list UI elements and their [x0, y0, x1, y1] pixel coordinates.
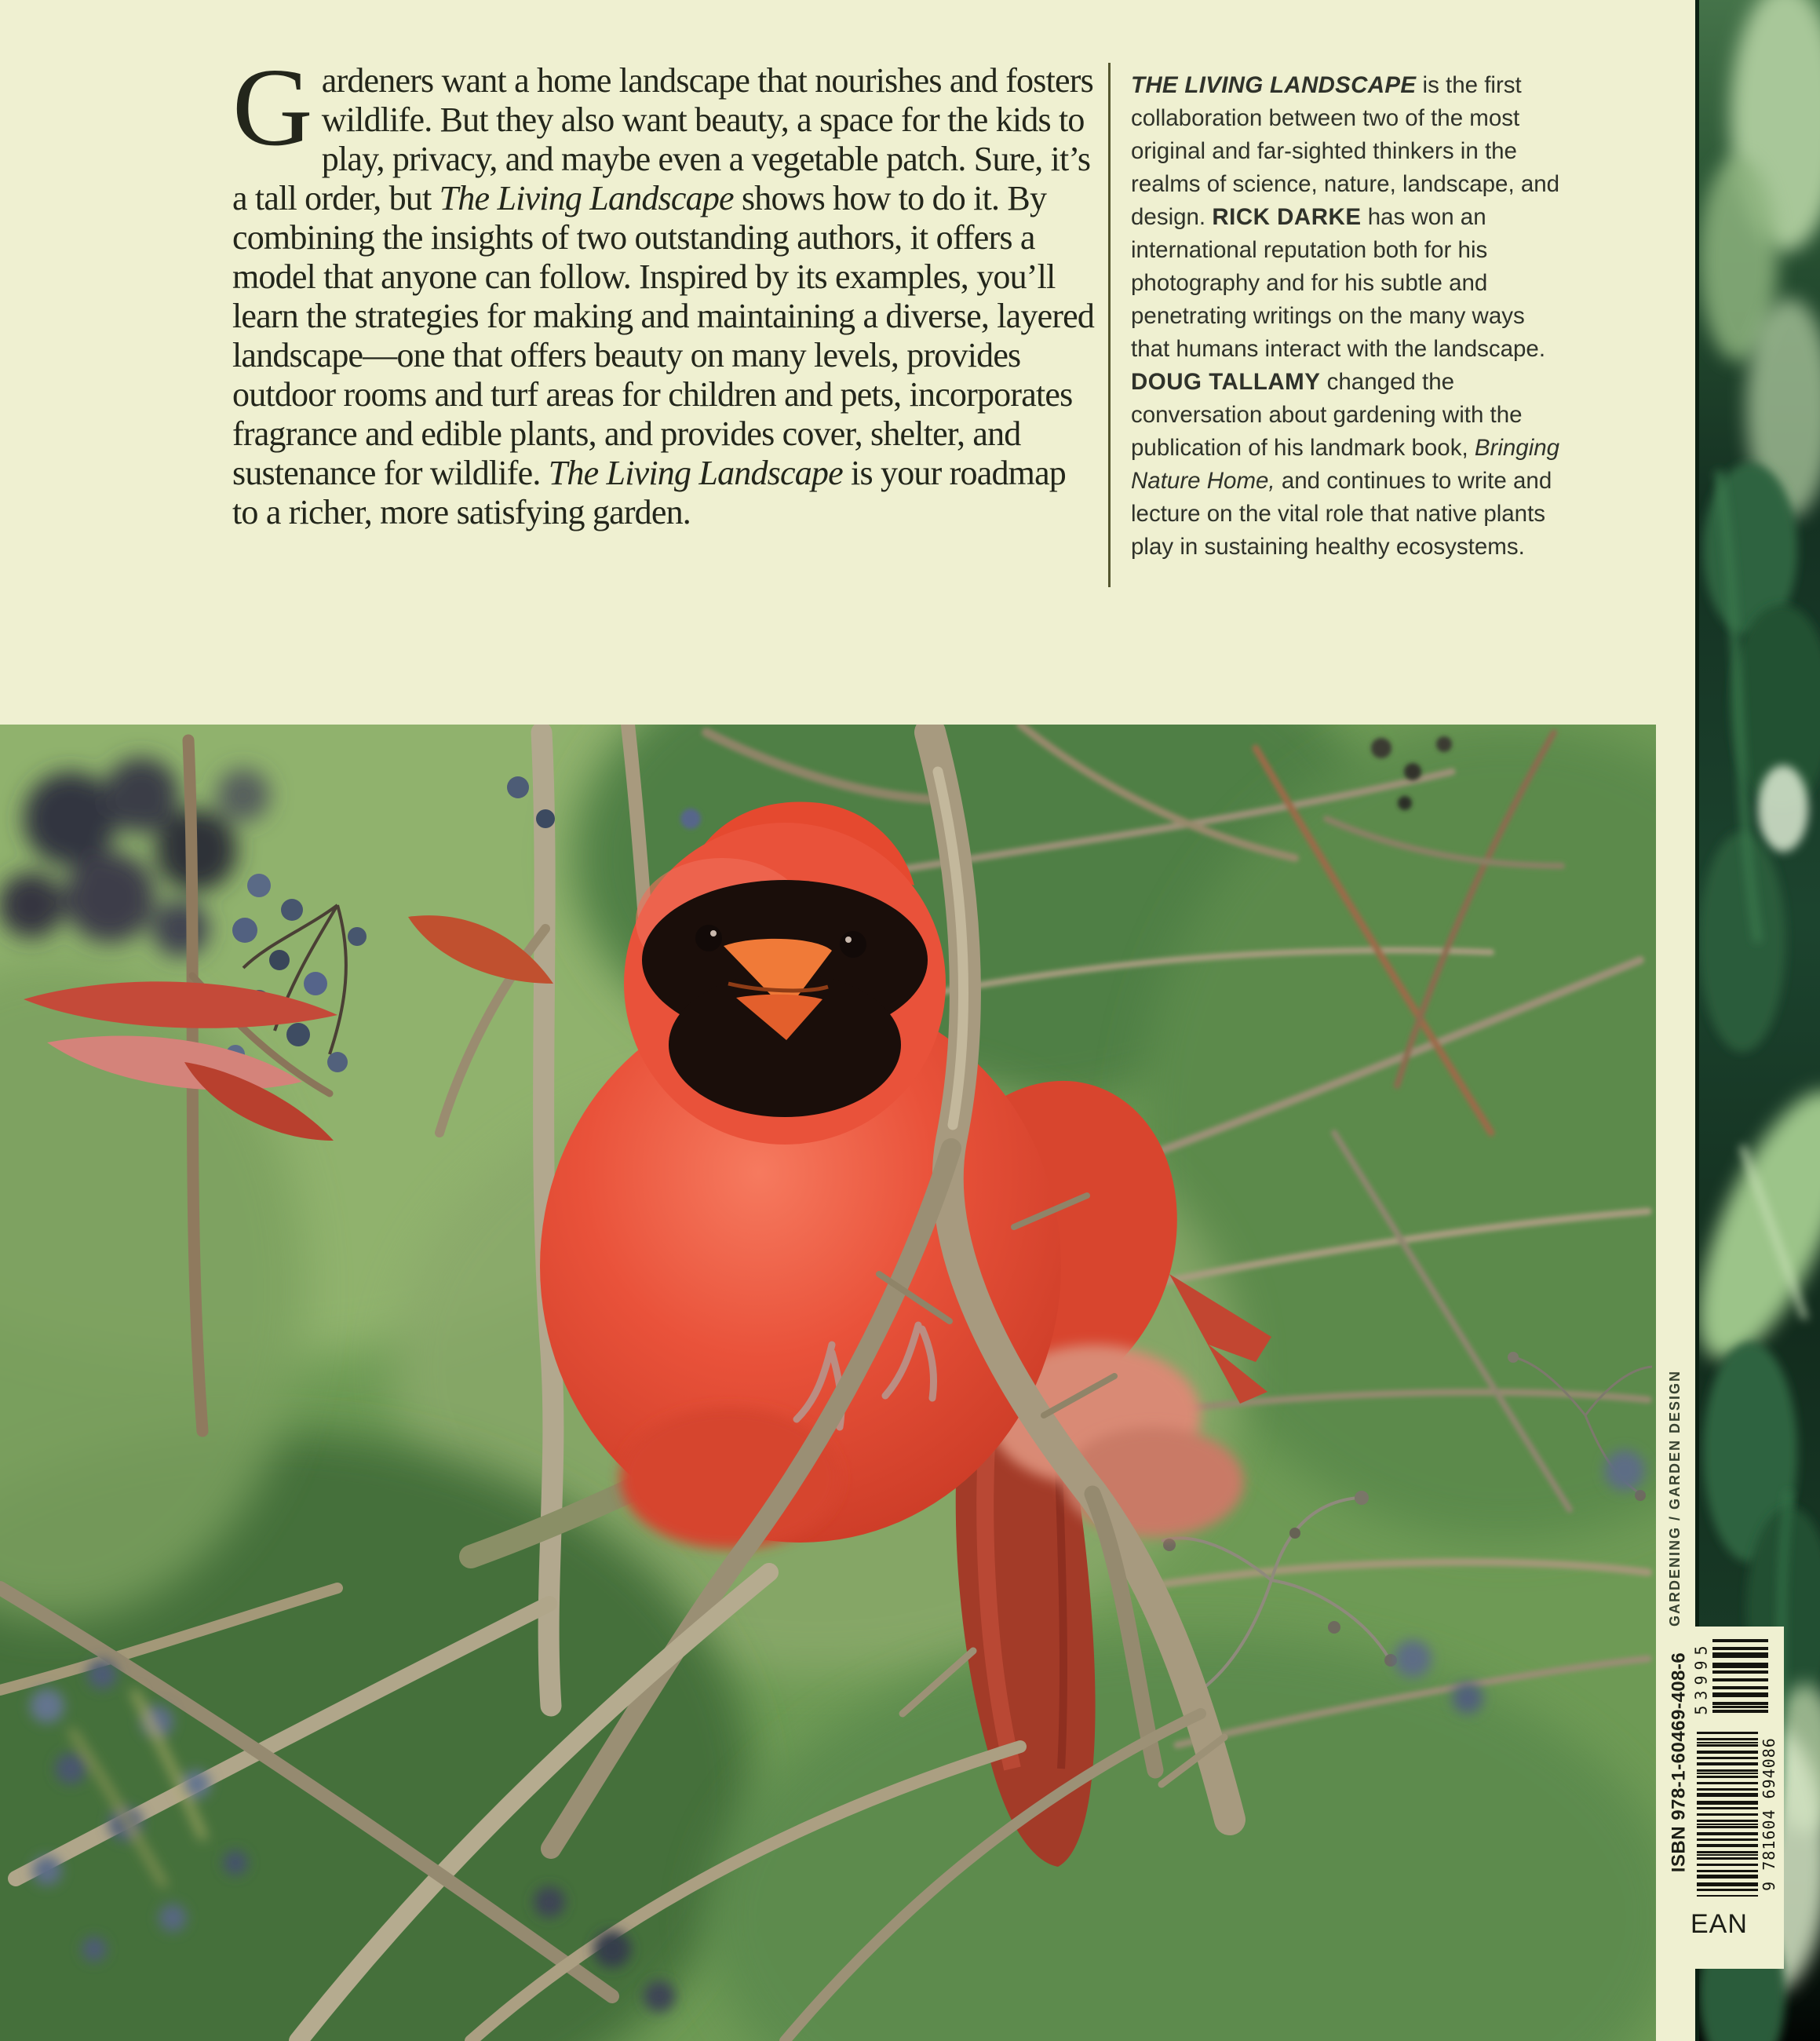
isbn-barcode-panel — [1658, 1627, 1784, 1969]
about-text: is the first collaboration between two of the most original and far-sighted thinkers in the realms of science, nature, landscape, and design. — [1131, 72, 1560, 230]
cardinal-photo-art — [0, 725, 1656, 2041]
barcode-digits-text: 9 781604 694086 — [1759, 1737, 1778, 1891]
blurb-text: shows how to do it. By combining the insights of two outstanding authors, it offers a model that anyone can follow. Inspired by its examples, you’ll learn the strategies for making and maintaining a diverse, layered landscape—one that offers beauty on many levels, provides outdoor rooms and turf areas for children and pets, incorporates fragrance and edible plants, and provides cover, shelter, and sustenance for wildlife. — [232, 179, 1095, 492]
category-label — [1656, 1369, 1695, 1627]
cited-book-italic: Bringing Nature Home, — [1131, 435, 1560, 494]
barcode-addon-digits — [1692, 1639, 1711, 1716]
barcode-main-digits — [1758, 1730, 1779, 1898]
authors-note — [1131, 69, 1561, 564]
book-title-italic: The Living Landscape — [439, 179, 734, 217]
about-text: has won an international reputation both for his photography and for his subtle and penetrating writings on the many ways that humans interact with the landscape. — [1131, 204, 1546, 362]
barcode-addon — [1712, 1639, 1768, 1716]
ean-label: EAN — [1691, 1909, 1748, 1939]
cardinal-photo — [0, 725, 1656, 2041]
isbn-number-text: ISBN 978-1-60469-408-6 — [1668, 1652, 1689, 1873]
blurb-text: is your roadmap to a richer, more satisfying garden. — [232, 454, 1066, 531]
blurb-text: ardeners want a home landscape that nourishes and fosters wildlife. But they also want beauty, a space for the kids to play, privacy, and maybe even a vegetable patch. Sure, it’s a tall order, but — [232, 61, 1093, 217]
about-text: and continues to write and lecture on the vital role that native plants play in sustaining healthy ecosystems. — [1131, 468, 1552, 560]
book-title-bold: THE LIVING LANDSCAPE — [1131, 72, 1417, 98]
author-name-rick-darke: RICK DARKE — [1212, 204, 1362, 230]
barcode-main — [1697, 1732, 1758, 1897]
drop-cap: G — [232, 45, 312, 169]
main-blurb — [232, 45, 1097, 532]
about-text: changed the conversation about gardening with the publication of his landmark book, — [1131, 369, 1523, 461]
book-title-italic: The Living Landscape — [548, 454, 843, 492]
addon-digits-text: 53995 — [1692, 1640, 1711, 1715]
column-divider — [1108, 63, 1111, 587]
author-name-doug-tallamy: DOUG TALLAMY — [1131, 369, 1321, 395]
isbn-number — [1662, 1636, 1695, 1889]
category-label-text: GARDENING / GARDEN DESIGN — [1667, 1369, 1683, 1627]
